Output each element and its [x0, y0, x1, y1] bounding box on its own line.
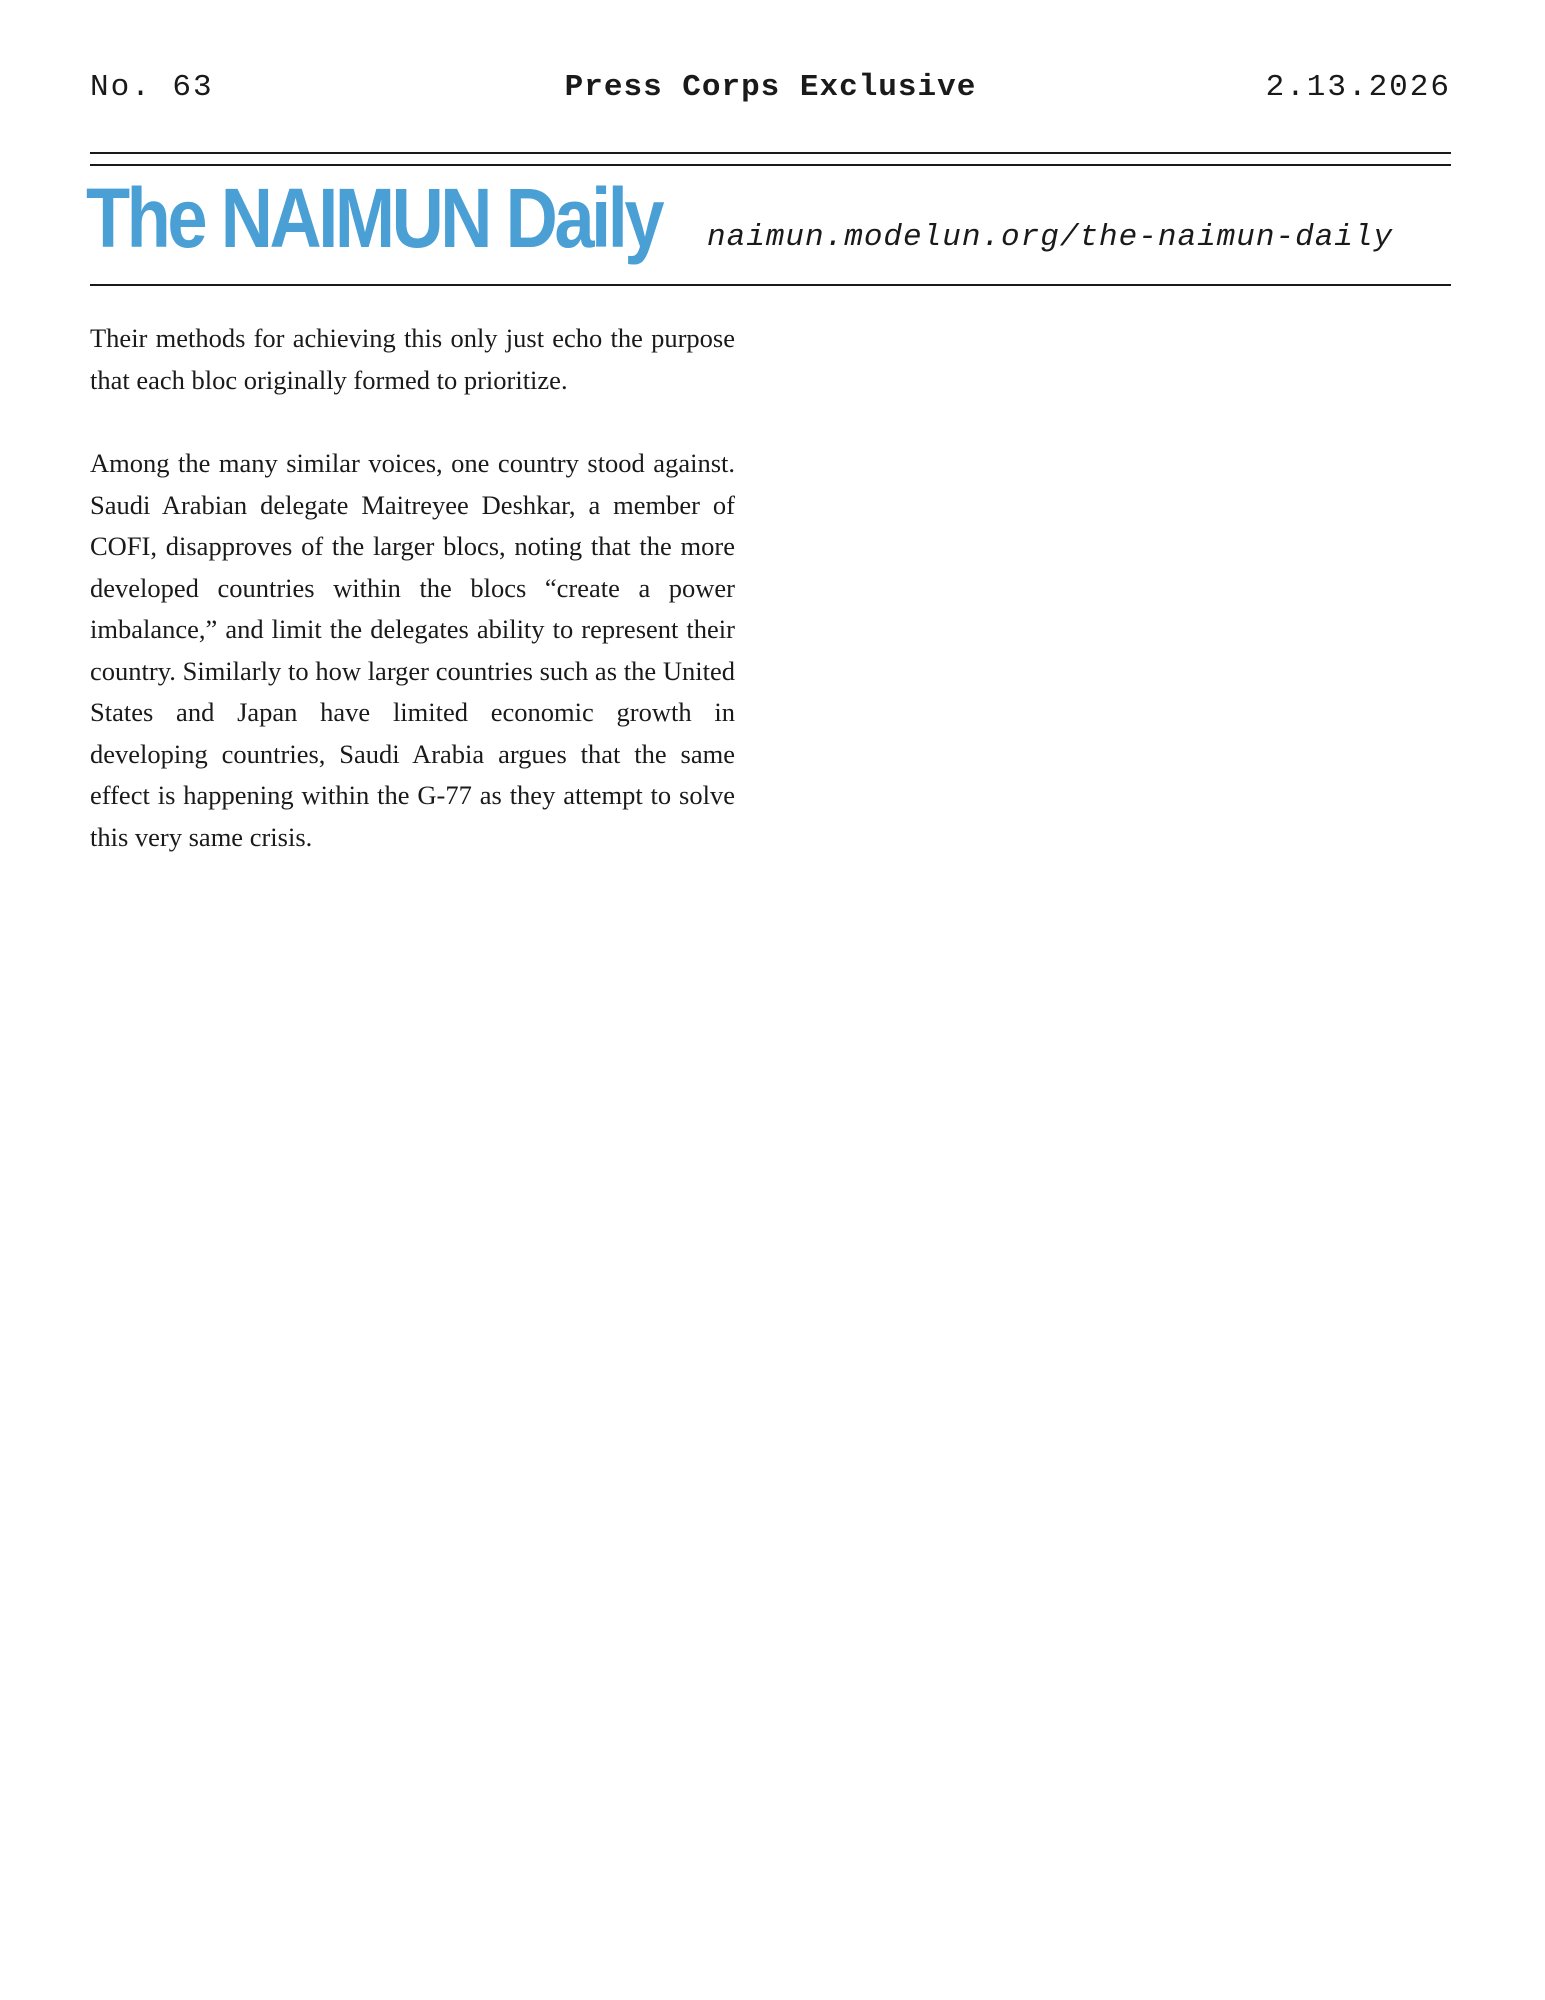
article-paragraph: Among the many similar voices, one country stood against. Saudi Arabian delegate Maitreyee Deshkar, a member of COFI, disapproves of the larger blocs, noting that the more developed countries within the blocs “create a power imbalance,” and limit the delegates ability to represent their country. Similarly to how larger countries such as the United States and Japan have limited economic growth in developing countries, Saudi Arabia argues that the same effect is happening within the G-77 as they attempt to solve this very same crisis. [90, 448, 735, 852]
masthead-title: The NAIMUN Daily [86, 171, 662, 265]
masthead-url[interactable]: naimun.modelun.org/the-naimun-daily [707, 220, 1394, 255]
issue-date: 2.13.2026 [1265, 70, 1451, 105]
section-label: Press Corps Exclusive [564, 70, 977, 105]
article-paragraph: Their methods for achieving this only just echo the purpose that each bloc originally formed to prioritize. [90, 323, 735, 395]
masthead-divider [90, 284, 1451, 286]
article-body [90, 318, 735, 900]
issue-info-bar [90, 70, 1451, 114]
top-divider [90, 152, 1451, 154]
issue-number: No. 63 [90, 70, 214, 105]
masthead [86, 168, 1451, 280]
top-divider-second [90, 164, 1451, 166]
